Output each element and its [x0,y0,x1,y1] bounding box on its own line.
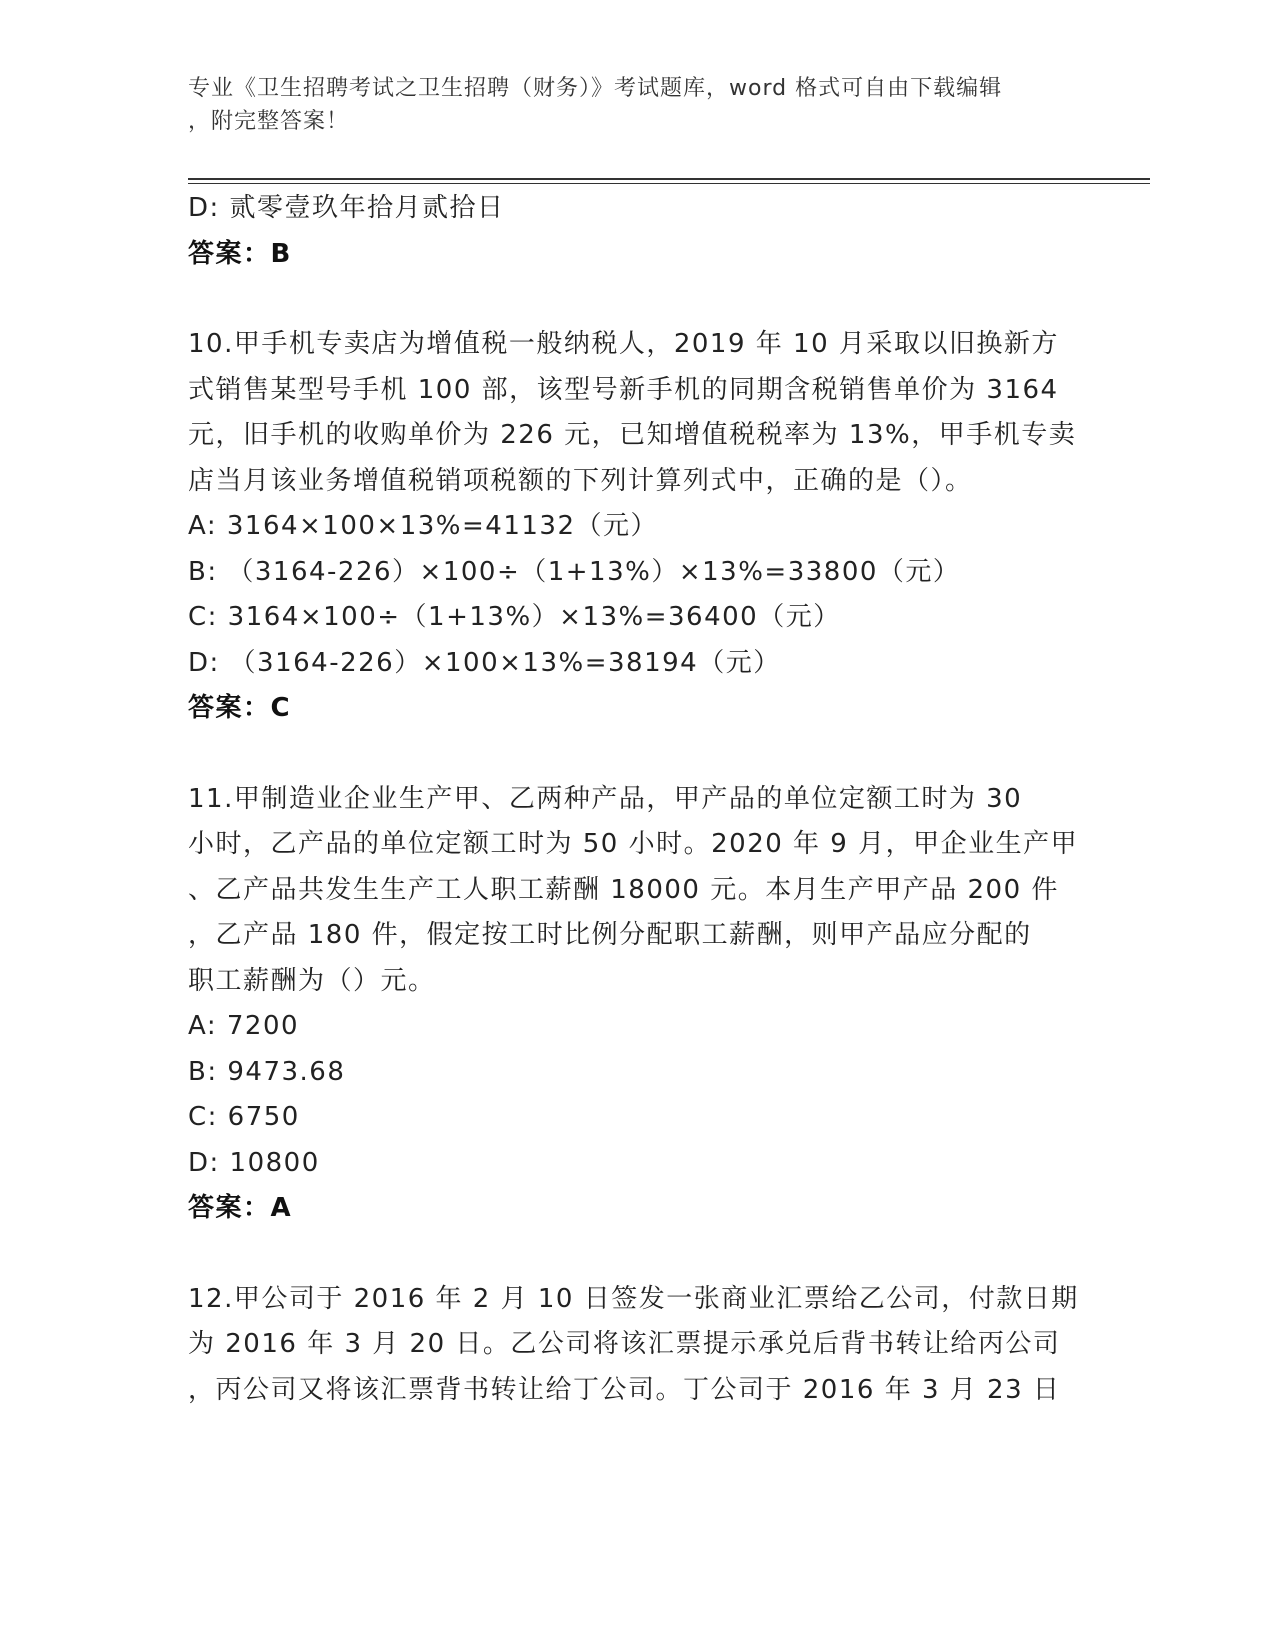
question-11 [188,777,1088,1232]
answer-label: 答案：B [188,238,292,269]
question-text-line: 小时，乙产品的单位定额工时为 50 小时。2020 年 9 月，甲企业生产甲 [188,829,1079,859]
question-text-line: ，丙公司又将该汇票背书转让给丁公司。丁公司于 2016 年 3 月 23 日 [188,1374,1061,1405]
option-a: A: 3164×100×13%=41132（元） [188,511,659,541]
question-text-line: ，乙产品 180 件，假定按工时比例分配职工薪酬，则甲产品应分配的 [188,920,1032,950]
option-b: B: 9473.68 [188,1056,346,1087]
header-line-2: ，附完整答案！ [188,109,350,134]
question-text-line: 11.甲制造业企业生产甲、乙两种产品，甲产品的单位定额工时为 30 [188,783,1023,814]
spacer [188,732,1088,777]
option-d: D: 贰零壹玖年拾月贰拾日 [188,193,505,223]
header-rule-thin [188,183,1150,184]
option-c: C: 6750 [188,1102,300,1132]
question-text-line: 元，旧手机的收购单价为 226 元，已知增值税税率为 13%，甲手机专卖 [188,420,1077,450]
question-10 [188,322,1088,732]
answer-label: 答案：A [188,1193,293,1223]
question-12 [188,1277,1088,1414]
option-d: D: 10800 [188,1147,320,1178]
option-b: B: （3164-226）×100÷（1+13%）×13%=33800（元） [188,556,961,587]
question-text-line: 10.甲手机专卖店为增值税一般纳税人，2019 年 10 月采取以旧换新方 [188,329,1059,359]
question-text-line: 职工薪酬为（）元。 [188,965,436,996]
header-rule-thick [188,178,1150,180]
header-line-1: 专业《卫生招聘考试之卫生招聘（财务）》考试题库，word 格式可自由下载编辑 [188,76,1003,101]
page-header [188,72,1088,138]
option-c: C: 3164×100÷（1+13%）×13%=36400（元） [188,602,841,632]
spacer [188,1232,1088,1277]
option-a: A: 7200 [188,1011,300,1041]
question-9-tail [188,186,1088,277]
question-text-line: 店当月该业务增值税销项税额的下列计算列式中，正确的是（）。 [188,465,973,496]
answer-label: 答案：C [188,693,292,723]
document-body [188,186,1088,1413]
question-text-line: 、乙产品共发生生产工人职工薪酬 18000 元。本月生产甲产品 200 件 [188,874,1059,905]
question-text-line: 为 2016 年 3 月 20 日。乙公司将该汇票提示承兑后背书转让给丙公司 [188,1329,1061,1359]
option-d: D: （3164-226）×100×13%=38194（元） [188,647,781,678]
question-text-line: 式销售某型号手机 100 部，该型号新手机的同期含税销售单价为 3164 [188,374,1059,405]
spacer [188,277,1088,322]
question-text-line: 12.甲公司于 2016 年 2 月 10 日签发一张商业汇票给乙公司，付款日期 [188,1283,1079,1314]
